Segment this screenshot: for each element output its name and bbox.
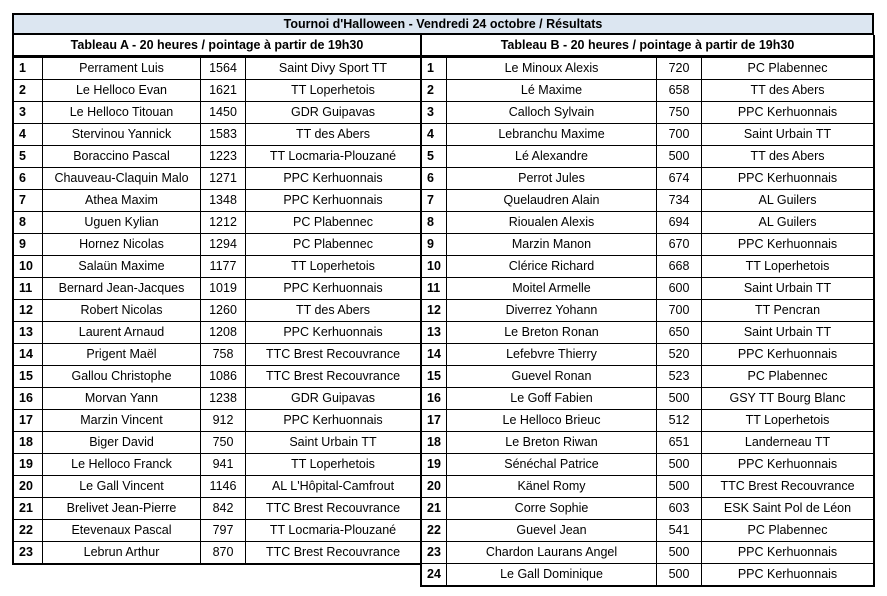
table-row (422, 409, 873, 431)
table-row (422, 211, 873, 233)
club-cell: TT des Abers (245, 124, 420, 145)
points-cell: 670 (656, 234, 701, 255)
table-row (422, 475, 873, 497)
rank-cell: 19 (422, 454, 447, 475)
points-cell: 694 (656, 212, 701, 233)
rank-cell: 23 (422, 542, 447, 563)
player-name-cell: Sénéchal Patrice (504, 457, 599, 471)
player-name-cell: Etevenaux Pascal (71, 523, 172, 537)
club-cell: TT Loperhetois (245, 454, 420, 475)
points-cell: 1294 (200, 234, 245, 255)
player-name-cell: Gallou Christophe (71, 369, 172, 383)
player-name-cell: Moitel Armelle (512, 281, 591, 295)
player-name-cell: Corre Sophie (514, 501, 589, 515)
rank-cell: 1 (14, 58, 43, 79)
rank-cell: 18 (14, 432, 43, 453)
player-name-cell: Uguen Kylian (84, 215, 159, 229)
player-name-cell: Le Goff Fabien (510, 391, 593, 405)
player-name-cell: Lé Maxime (520, 83, 583, 97)
table-row (14, 233, 420, 255)
table-row (14, 343, 420, 365)
club-cell: Saint Urbain TT (701, 278, 873, 299)
rank-cell: 3 (14, 102, 43, 123)
rank-cell: 3 (422, 102, 447, 123)
player-name-cell: Marzin Vincent (80, 413, 163, 427)
rank-cell: 15 (14, 366, 43, 387)
table-row (14, 57, 420, 79)
rank-cell: 11 (422, 278, 447, 299)
table-row (14, 497, 420, 519)
points-cell: 1223 (200, 146, 245, 167)
table-row (14, 145, 420, 167)
rank-cell: 1 (422, 58, 447, 79)
club-cell: PPC Kerhuonnais (701, 564, 873, 585)
table-row (422, 453, 873, 475)
player-name-cell: Quelaudren Alain (503, 193, 600, 207)
club-cell: PPC Kerhuonnais (245, 410, 420, 431)
club-cell: Saint Divy Sport TT (245, 58, 420, 79)
tableau-b-table (420, 57, 875, 587)
player-name-cell: Stervinou Yannick (71, 127, 172, 141)
rank-cell: 8 (14, 212, 43, 233)
club-cell: PPC Kerhuonnais (701, 454, 873, 475)
player-name-cell: Le Helloco Evan (75, 83, 168, 97)
player-name-cell: Marzin Manon (511, 237, 592, 251)
points-cell: 500 (656, 476, 701, 497)
points-cell: 1086 (200, 366, 245, 387)
table-row (422, 299, 873, 321)
player-name-cell: Hornez Nicolas (79, 237, 164, 251)
tableau-b-header: Tableau B - 20 heures / pointage à partir de 19h30 (420, 35, 875, 57)
points-cell: 734 (656, 190, 701, 211)
points-cell: 650 (656, 322, 701, 343)
rank-cell: 21 (14, 498, 43, 519)
rank-cell: 4 (422, 124, 447, 145)
table-row (422, 101, 873, 123)
table-row (14, 431, 420, 453)
points-cell: 500 (656, 564, 701, 585)
points-cell: 658 (656, 80, 701, 101)
rank-cell: 12 (422, 300, 447, 321)
club-cell: AL Guilers (701, 212, 873, 233)
player-name-cell: Bernard Jean-Jacques (58, 281, 185, 295)
table-row (422, 497, 873, 519)
rank-cell: 22 (14, 520, 43, 541)
rank-cell: 7 (422, 190, 447, 211)
rank-cell: 6 (14, 168, 43, 189)
player-name-cell: Le Gall Dominique (500, 567, 603, 581)
table-row (422, 189, 873, 211)
table-row (14, 211, 420, 233)
player-name-cell: Chardon Laurans Angel (485, 545, 618, 559)
points-cell: 1621 (200, 80, 245, 101)
player-name-cell: Le Helloco Brieuc (502, 413, 601, 427)
points-cell: 1450 (200, 102, 245, 123)
rank-cell: 16 (14, 388, 43, 409)
points-cell: 797 (200, 520, 245, 541)
points-cell: 842 (200, 498, 245, 519)
rank-cell: 8 (422, 212, 447, 233)
player-name-cell: Le Minoux Alexis (504, 61, 599, 75)
club-cell: TT des Abers (701, 80, 873, 101)
player-name-cell: Le Helloco Titouan (69, 105, 174, 119)
club-cell: Landerneau TT (701, 432, 873, 453)
club-cell: TTC Brest Recouvrance (245, 344, 420, 365)
player-name-cell: Guevel Ronan (511, 369, 592, 383)
player-name-cell: Morvan Yann (84, 391, 159, 405)
club-cell: TT Locmaria-Plouzané (245, 146, 420, 167)
player-name-cell: Le Breton Riwan (505, 435, 598, 449)
rank-cell: 5 (422, 146, 447, 167)
table-row (422, 431, 873, 453)
rank-cell: 12 (14, 300, 43, 321)
points-cell: 1583 (200, 124, 245, 145)
points-cell: 1348 (200, 190, 245, 211)
table-row (422, 387, 873, 409)
rank-cell: 15 (422, 366, 447, 387)
player-name-cell: Le Helloco Franck (71, 457, 172, 471)
player-name-cell: Lé Alexandre (515, 149, 588, 163)
club-cell: AL L'Hôpital-Camfrout (245, 476, 420, 497)
points-cell: 870 (200, 542, 245, 563)
rank-cell: 19 (14, 454, 43, 475)
tableau-a-header: Tableau A - 20 heures / pointage à partir de 19h30 (12, 35, 422, 57)
table-row (14, 453, 420, 475)
player-name-cell: Chauveau-Claquin Malo (54, 171, 189, 185)
tableau-a-table (12, 57, 422, 565)
rank-cell: 2 (14, 80, 43, 101)
rank-cell: 14 (14, 344, 43, 365)
club-cell: TT Loperhetois (245, 256, 420, 277)
club-cell: Saint Urbain TT (701, 322, 873, 343)
points-cell: 668 (656, 256, 701, 277)
player-name-cell: Diverrez Yohann (505, 303, 598, 317)
club-cell: ESK Saint Pol de Léon (701, 498, 873, 519)
table-row (422, 145, 873, 167)
points-cell: 603 (656, 498, 701, 519)
rank-cell: 6 (422, 168, 447, 189)
club-cell: TTC Brest Recouvrance (701, 476, 873, 497)
rank-cell: 23 (14, 542, 43, 563)
rank-cell: 9 (14, 234, 43, 255)
club-cell: TT des Abers (245, 300, 420, 321)
rank-cell: 20 (14, 476, 43, 497)
player-name-cell: Salaün Maxime (78, 259, 165, 273)
rank-cell: 17 (422, 410, 447, 431)
points-cell: 523 (656, 366, 701, 387)
club-cell: PPC Kerhuonnais (245, 322, 420, 343)
player-name-cell: Lefebvre Thierry (506, 347, 597, 361)
points-cell: 500 (656, 388, 701, 409)
points-cell: 720 (656, 58, 701, 79)
rank-cell: 13 (422, 322, 447, 343)
club-cell: PPC Kerhuonnais (245, 278, 420, 299)
points-cell: 1212 (200, 212, 245, 233)
rank-cell: 24 (422, 564, 447, 585)
points-cell: 750 (200, 432, 245, 453)
table-row (422, 519, 873, 541)
club-cell: PC Plabennec (245, 234, 420, 255)
points-cell: 912 (200, 410, 245, 431)
table-row (14, 541, 420, 563)
rank-cell: 17 (14, 410, 43, 431)
player-name-cell: Perrament Luis (79, 61, 164, 75)
player-name-cell: Boraccino Pascal (73, 149, 170, 163)
table-row (422, 255, 873, 277)
club-cell: PC Plabennec (701, 366, 873, 387)
page-title: Tournoi d'Halloween - Vendredi 24 octobre / Résultats (12, 13, 874, 35)
table-row (14, 277, 420, 299)
player-name-cell: Prigent Maël (86, 347, 157, 361)
player-name-cell: Le Gall Vincent (79, 479, 164, 493)
points-cell: 1238 (200, 388, 245, 409)
rank-cell: 10 (14, 256, 43, 277)
club-cell: Saint Urbain TT (245, 432, 420, 453)
table-row (422, 167, 873, 189)
player-name-cell: Calloch Sylvain (508, 105, 595, 119)
table-row (422, 343, 873, 365)
player-name-cell: Perrot Jules (518, 171, 585, 185)
points-cell: 1260 (200, 300, 245, 321)
rank-cell: 7 (14, 190, 43, 211)
table-row (14, 167, 420, 189)
points-cell: 758 (200, 344, 245, 365)
points-cell: 700 (656, 300, 701, 321)
club-cell: GSY TT Bourg Blanc (701, 388, 873, 409)
club-cell: PC Plabennec (701, 58, 873, 79)
club-cell: TT Loperhetois (701, 256, 873, 277)
club-cell: GDR Guipavas (245, 102, 420, 123)
table-row (422, 365, 873, 387)
points-cell: 520 (656, 344, 701, 365)
rank-cell: 5 (14, 146, 43, 167)
table-row (422, 277, 873, 299)
player-name-cell: Athea Maxim (85, 193, 158, 207)
club-cell: TTC Brest Recouvrance (245, 498, 420, 519)
table-row (422, 123, 873, 145)
player-name-cell: Clérice Richard (508, 259, 595, 273)
points-cell: 500 (656, 454, 701, 475)
table-row (14, 475, 420, 497)
points-cell: 1271 (200, 168, 245, 189)
table-row (422, 563, 873, 585)
club-cell: PPC Kerhuonnais (245, 168, 420, 189)
club-cell: PPC Kerhuonnais (701, 542, 873, 563)
points-cell: 700 (656, 124, 701, 145)
table-row (422, 79, 873, 101)
club-cell: TTC Brest Recouvrance (245, 542, 420, 563)
points-cell: 651 (656, 432, 701, 453)
points-cell: 600 (656, 278, 701, 299)
player-name-cell: Biger David (89, 435, 154, 449)
points-cell: 512 (656, 410, 701, 431)
club-cell: TT Loperhetois (245, 80, 420, 101)
table-row (14, 409, 420, 431)
club-cell: Saint Urbain TT (701, 124, 873, 145)
rank-cell: 4 (14, 124, 43, 145)
table-row (14, 365, 420, 387)
rank-cell: 9 (422, 234, 447, 255)
rank-cell: 14 (422, 344, 447, 365)
table-row (14, 299, 420, 321)
points-cell: 1208 (200, 322, 245, 343)
table-row (422, 541, 873, 563)
player-name-cell: Känel Romy (517, 479, 586, 493)
table-row (14, 123, 420, 145)
player-name-cell: Brelivet Jean-Pierre (66, 501, 177, 515)
table-row (422, 57, 873, 79)
club-cell: TT Locmaria-Plouzané (245, 520, 420, 541)
club-cell: PPC Kerhuonnais (701, 168, 873, 189)
table-row (14, 189, 420, 211)
table-row (14, 321, 420, 343)
club-cell: PPC Kerhuonnais (701, 102, 873, 123)
rank-cell: 18 (422, 432, 447, 453)
club-cell: TT des Abers (701, 146, 873, 167)
points-cell: 674 (656, 168, 701, 189)
table-row (422, 321, 873, 343)
club-cell: TT Loperhetois (701, 410, 873, 431)
points-cell: 1146 (200, 476, 245, 497)
table-row (14, 255, 420, 277)
points-cell: 1564 (200, 58, 245, 79)
club-cell: GDR Guipavas (245, 388, 420, 409)
rank-cell: 22 (422, 520, 447, 541)
rank-cell: 20 (422, 476, 447, 497)
player-name-cell: Guevel Jean (516, 523, 587, 537)
player-name-cell: Laurent Arnaud (78, 325, 165, 339)
club-cell: TTC Brest Recouvrance (245, 366, 420, 387)
points-cell: 750 (656, 102, 701, 123)
player-name-cell: Lebrun Arthur (83, 545, 160, 559)
table-row (422, 233, 873, 255)
points-cell: 1019 (200, 278, 245, 299)
player-name-cell: Lebranchu Maxime (498, 127, 605, 141)
club-cell: PC Plabennec (701, 520, 873, 541)
points-cell: 500 (656, 542, 701, 563)
rank-cell: 16 (422, 388, 447, 409)
points-cell: 1177 (200, 256, 245, 277)
rank-cell: 10 (422, 256, 447, 277)
table-row (14, 519, 420, 541)
rank-cell: 11 (14, 278, 43, 299)
player-name-cell: Rioualen Alexis (508, 215, 595, 229)
player-name-cell: Robert Nicolas (80, 303, 163, 317)
rank-cell: 2 (422, 80, 447, 101)
rank-cell: 21 (422, 498, 447, 519)
club-cell: PPC Kerhuonnais (701, 234, 873, 255)
club-cell: AL Guilers (701, 190, 873, 211)
club-cell: PC Plabennec (245, 212, 420, 233)
points-cell: 541 (656, 520, 701, 541)
table-row (14, 387, 420, 409)
table-row (14, 101, 420, 123)
points-cell: 500 (656, 146, 701, 167)
rank-cell: 13 (14, 322, 43, 343)
table-row (14, 79, 420, 101)
points-cell: 941 (200, 454, 245, 475)
player-name-cell: Le Breton Ronan (504, 325, 599, 339)
club-cell: PPC Kerhuonnais (245, 190, 420, 211)
club-cell: PPC Kerhuonnais (701, 344, 873, 365)
club-cell: TT Pencran (701, 300, 873, 321)
